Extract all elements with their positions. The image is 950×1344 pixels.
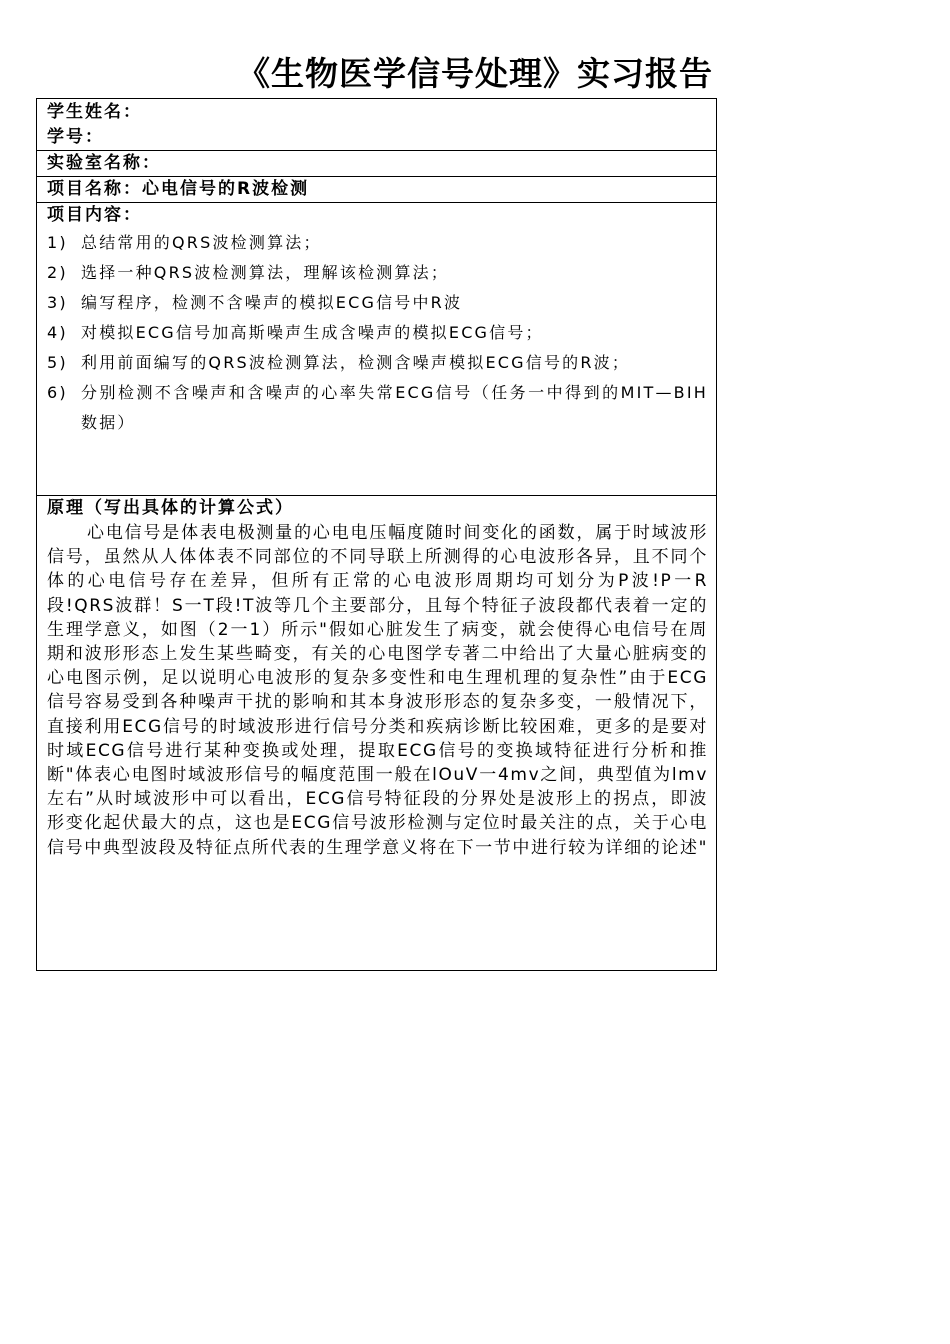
item-text: 选择一种QRS波检测算法，理解该检测算法； — [81, 263, 450, 282]
item-number: 4) — [47, 323, 68, 342]
item-number: 5) — [47, 353, 68, 372]
item-number: 2) — [47, 263, 68, 282]
student-id-label: 学号： — [47, 127, 104, 147]
list-item — [47, 228, 708, 258]
lab-name-row — [37, 151, 716, 177]
principle-row — [37, 496, 716, 970]
page-title: 《生物医学信号处理》实习报告 — [237, 54, 713, 93]
item-number: 3) — [47, 293, 68, 312]
student-info-row — [37, 99, 716, 151]
item-text: 分别检测不含噪声和含噪声的心率失常ECG信号（任务一中得到的MIT—BIH数据） — [81, 383, 708, 432]
lab-name-label: 实验室名称： — [47, 153, 161, 173]
list-item — [47, 348, 708, 378]
principle-label: 原理（写出具体的计算公式） — [47, 498, 294, 518]
item-text: 利用前面编写的QRS波检测算法，检测含噪声模拟ECG信号的R波； — [81, 353, 631, 372]
principle-paragraph: 心电信号是体表电极测量的心电电压幅度随时间变化的函数，属于时域波形信号，虽然从人体体表不同部位的不同导联上所测得的心电波形各异，且不同个体的心电信号存在差异，但所有正常的心电波形周期均可划分为P波!P一R段!QRS波群！S一T段!T波等几个主要部分，且每个特征子波段都代表着一定的生理学意义，如图（2一1）所示"假如心脏发生了病变，就会使得心电信号在周期和波形形态上发生某些畸变，有关的心电图学专著二中给出了大量心脏病变的心电图示例，足以说明心电波形的复杂多变性和电生理机理的复杂性”由于ECG信号容易受到各种噪声干扰的影响和其本身波形形态的复杂多变，一般情况下，直接利用ECG信号的时域波形进行信号分类和疾病诊断比较困难，更多的是要对时域ECG信号进行某种变换或处理，提取ECG信号的变换域特征进行分析和推断"体表心电图时域波形信号的幅度范围一般在lOuV一4mv之间，典型值为lmv左右”从时域波形中可以看出，ECG信号特征段的分界处是波形上的拐点，即波形变化起伏最大的点，这也是ECG信号波形检测与定位时最关注的点，关于心电信号中典型波段及特征点所代表的生理学意义将在下一节中进行较为详细的论述" — [47, 523, 708, 858]
project-content-row — [37, 203, 716, 496]
project-name-label: 项目名称：心电信号的R波检测 — [47, 179, 310, 199]
item-text: 总结常用的QRS波检测算法； — [81, 233, 322, 252]
item-number: 1) — [47, 233, 68, 252]
item-text: 编写程序，检测不含噪声的模拟ECG信号中R波 — [81, 293, 463, 312]
project-content-label: 项目内容： — [47, 205, 142, 225]
list-item — [47, 378, 708, 438]
project-name-row — [37, 177, 716, 203]
student-name-label: 学生姓名： — [47, 102, 142, 122]
item-number: 6) — [47, 383, 68, 402]
list-item — [47, 258, 708, 288]
report-table — [36, 98, 717, 971]
item-text: 对模拟ECG信号加高斯噪声生成含噪声的模拟ECG信号； — [81, 323, 544, 342]
content-list — [47, 228, 716, 438]
list-item — [47, 288, 708, 318]
list-item — [47, 318, 708, 348]
